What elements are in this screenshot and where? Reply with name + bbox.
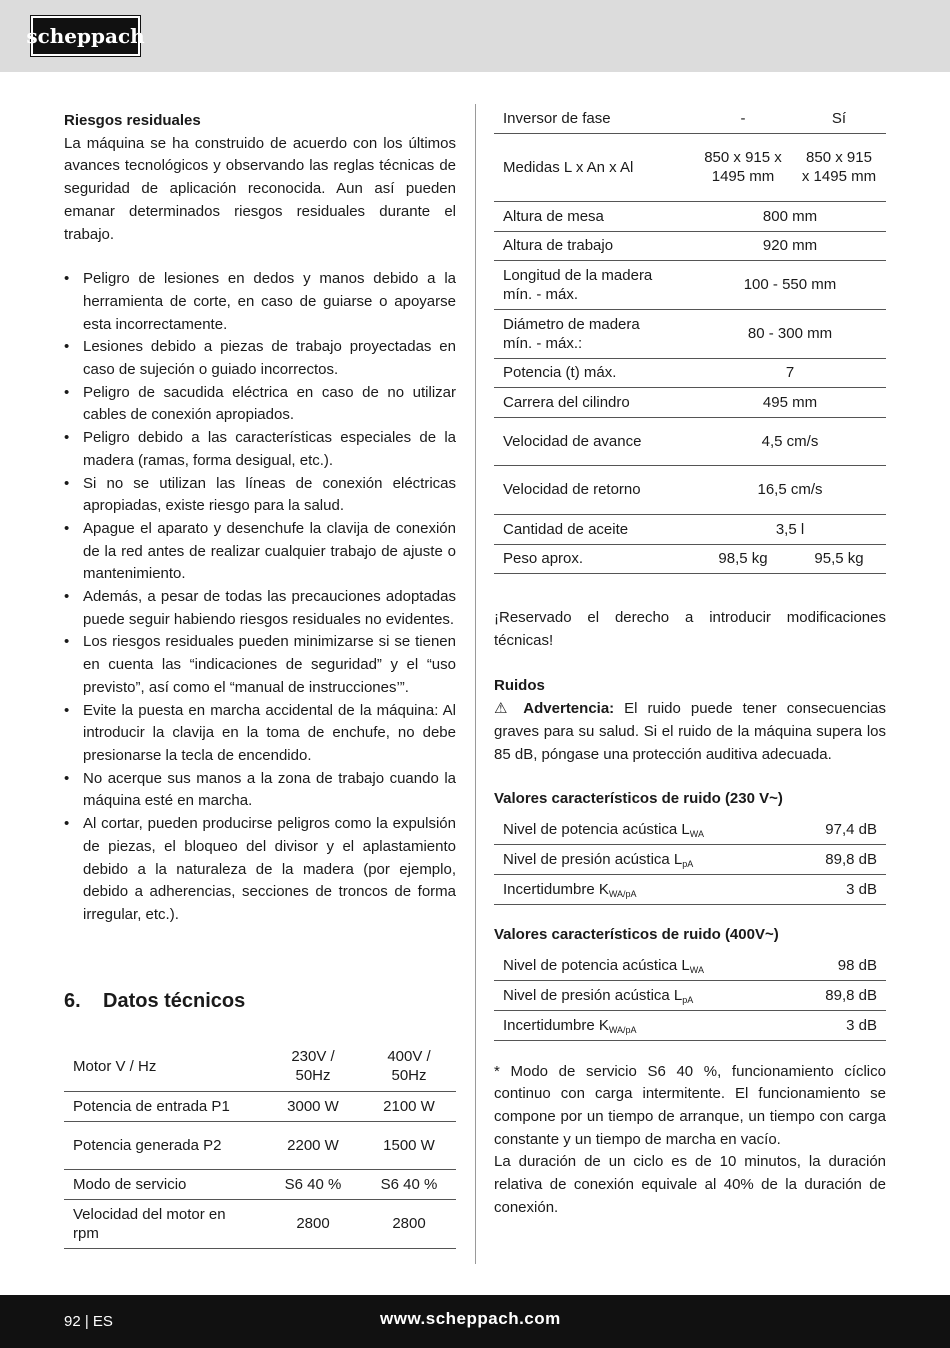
list-item (64, 473, 456, 518)
warning-label: Advertencia: (523, 700, 615, 718)
table-cell-label: Incertidumbre $K_{WA/pA}$ (494, 1010, 794, 1040)
table-row (64, 1169, 456, 1199)
bullet-icon: • (64, 474, 70, 492)
table-cell-value: 2800 (264, 1199, 362, 1248)
table-cell-label: Potencia generada P2 (64, 1121, 264, 1169)
table-cell-label: Diámetro de madera mín. - máx.: (494, 309, 694, 358)
website-link[interactable]: www.scheppach.com (380, 1309, 561, 1328)
table-cell-value: 850 x 915 x 1495 mm (694, 133, 792, 201)
list-item-text: Si no se utilizan las líneas de conexión eléctricas apropiadas, existe riesgo para la salud. (83, 474, 456, 515)
list-item (64, 268, 456, 336)
bullet-icon: • (64, 815, 70, 833)
service-note-1: * Modo de servicio S6 40 %, funcionamiento cíclico continuo con carga intermitente. El funcionamiento se compone por un tiempo de arranque, un tiempo con carga constante y un tiempo de marcha en vacío. (494, 1062, 886, 1148)
noise-table-230-title: Valores característicos de ruido (230 V~) (494, 790, 783, 808)
list-item-text: No acerque sus manos a la zona de trabajo cuando la máquina esté en marcha. (83, 769, 456, 810)
table-cell-value: 2800 (362, 1199, 456, 1248)
table-row (64, 1091, 456, 1121)
list-item-text: Peligro de sacudida eléctrica en caso de no utilizar cables de conexión apropiados. (83, 383, 456, 424)
table-row (494, 201, 886, 231)
list-item-text: Además, a pesar de todas las precauciones adoptadas puede seguir habiendo riesgos residuales no evidentes. (83, 588, 456, 628)
table-row (494, 133, 886, 201)
table-cell-label: Peso aprox. (494, 544, 694, 573)
table-row (494, 815, 886, 845)
table-cell-label: Incertidumbre $K_{WA/pA}$ (494, 874, 794, 904)
table-row (494, 980, 886, 1010)
table-cell-value: 2200 W (264, 1121, 362, 1169)
brand-logo: scheppach (31, 16, 140, 56)
table-cell-value: 850 x 915 x 1495 mm (792, 133, 886, 201)
table-cell-label: Carrera del cilindro (494, 387, 694, 417)
table-row (494, 465, 886, 514)
list-item-text: Peligro de lesiones en dedos y manos debido a la herramienta de corte, en caso de guiarse o apoyarse esta incorrectamente. (83, 270, 456, 333)
noise-table-400-title: Valores característicos de ruido (400V~) (494, 925, 779, 943)
table-cell-value: 3 dB (794, 1010, 886, 1040)
table-cell-value: 7 (694, 358, 886, 387)
residual-risks-intro: La máquina se ha construido de acuerdo con los últimos avances tecnológicos y observando las reglas técnicas de seguridad de aplicación reconocida. Aun así pueden emanar determinados riesgos residuales durante el trabajo. (64, 134, 456, 243)
reserved-note: ¡Reservado el derecho a introducir modificaciones técnicas! (494, 609, 886, 649)
table-cell-label: Longitud de la madera mín. - máx. (494, 260, 694, 309)
table-cell-value: 98,5 kg (694, 544, 792, 573)
table-cell-value: 230V / 50Hz (264, 1042, 362, 1091)
list-item (64, 631, 456, 699)
table-cell-label: Altura de trabajo (494, 231, 694, 260)
table-row (494, 951, 886, 981)
table-cell-value: S6 40 % (264, 1169, 362, 1199)
bullet-icon: • (64, 701, 70, 719)
table-cell-label: Nivel de potencia acústica $L_{WA}$ (494, 815, 794, 845)
bullet-icon: • (64, 270, 70, 288)
bullet-icon: • (64, 588, 70, 606)
table-row (494, 104, 886, 133)
chapter-title: Datos técnicos (103, 990, 246, 1012)
table-cell-label: Velocidad del motor en rpm (64, 1199, 264, 1248)
right-column-text (494, 607, 886, 1220)
table-row (494, 514, 886, 544)
list-item-text: Los riesgos residuales pueden minimizarse si se tienen en cuenta las “indicaciones de seguridad” y el “uso previsto”, así como el “manual de instrucciones’”. (83, 633, 456, 696)
table-cell-value: 97,4 dB (794, 815, 886, 845)
noise-title: Ruidos (494, 677, 545, 695)
list-item (64, 768, 456, 813)
table-cell-label: Medidas L x An x Al (494, 133, 694, 201)
noise-warning (494, 698, 886, 766)
table-row (494, 874, 886, 904)
table-cell-value: 95,5 kg (792, 544, 886, 573)
table-cell-value: 3 dB (794, 874, 886, 904)
table-cell-label: Velocidad de avance (494, 417, 694, 465)
table-cell-value: 800 mm (694, 201, 886, 231)
table-cell-value: 4,5 cm/s (694, 417, 886, 465)
bullet-icon: • (64, 383, 70, 401)
list-item (64, 813, 456, 927)
table-cell-value: 100 - 550 mm (694, 260, 886, 309)
left-column (64, 110, 456, 927)
table-cell-value: 400V / 50Hz (362, 1042, 456, 1091)
table-cell-label: Modo de servicio (64, 1169, 264, 1199)
table-cell-value: 3,5 l (694, 514, 886, 544)
table-cell-value: 89,8 dB (794, 844, 886, 874)
bullet-icon: • (64, 519, 70, 537)
table-row (494, 544, 886, 573)
list-item (64, 518, 456, 586)
bullet-icon: • (64, 633, 70, 651)
list-item (64, 382, 456, 427)
table-row (494, 387, 886, 417)
list-item (64, 700, 456, 768)
table-row (64, 1199, 456, 1248)
list-item-text: Apague el aparato y desenchufe la clavija de conexión de la red antes de realizar cualquier trabajo de ajuste o mantenimiento. (83, 519, 456, 583)
table-cell-label: Nivel de presión acústica $L_{pA}$ (494, 844, 794, 874)
table-row (64, 1042, 456, 1091)
page-number: 92 | ES (64, 1313, 113, 1330)
tech-data-table-right (494, 104, 886, 574)
chapter-heading (64, 990, 245, 1013)
table-row (494, 260, 886, 309)
table-row (494, 309, 886, 358)
list-item (64, 427, 456, 472)
table-cell-value: - (694, 104, 792, 133)
table-cell-value: 98 dB (794, 951, 886, 981)
list-item-text: Peligro debido a las características especiales de la madera (ramas, forma desigual, etc.). (83, 429, 456, 469)
noise-table-400 (494, 951, 886, 1041)
list-item-text: Al cortar, pueden producirse peligros como la expulsión de piezas, el bloqueo del divisor y el aplastamiento debido a la naturaleza de la madera (por ejemplo, debido a adherencias, secciones de troncos de forma irregular, etc.). (83, 815, 456, 923)
table-cell-label: Nivel de presión acústica $L_{pA}$ (494, 980, 794, 1010)
list-item-text: Lesiones debido a piezas de trabajo proyectadas en caso de sujeción o guiado incorrectos. (83, 338, 456, 379)
table-cell-label: Velocidad de retorno (494, 465, 694, 514)
warning-text: El ruido puede tener consecuencias graves para su salud. Si el ruido de la máquina supera los 85 dB, póngase una protección auditiva adecuada. (494, 700, 886, 763)
bullet-icon: • (64, 338, 70, 356)
table-cell-value: 495 mm (694, 387, 886, 417)
table-cell-label: Motor V / Hz (64, 1042, 264, 1091)
table-row (494, 1010, 886, 1040)
list-item-text: Evite la puesta en marcha accidental de la máquina: Al introducir la clavija en la toma de enchufe, no debe presionarse la tecla de encendido. (83, 701, 456, 764)
table-cell-label: Potencia de entrada P1 (64, 1091, 264, 1121)
residual-risks-list (64, 268, 456, 926)
table-row (494, 417, 886, 465)
table-cell-value: 2100 W (362, 1091, 456, 1121)
table-row (494, 231, 886, 260)
list-item (64, 586, 456, 631)
table-row (494, 358, 886, 387)
table-row (64, 1121, 456, 1169)
bullet-icon: • (64, 429, 70, 447)
warning-icon: ⚠ (494, 700, 514, 718)
chapter-number: 6. (64, 990, 81, 1012)
table-row (494, 844, 886, 874)
table-cell-label: Altura de mesa (494, 201, 694, 231)
table-cell-value: 80 - 300 mm (694, 309, 886, 358)
tech-data-table-left (64, 1042, 456, 1249)
table-cell-label: Cantidad de aceite (494, 514, 694, 544)
table-cell-value: 1500 W (362, 1121, 456, 1169)
table-cell-label: Potencia (t) máx. (494, 358, 694, 387)
bullet-icon: • (64, 769, 70, 787)
table-cell-value: 16,5 cm/s (694, 465, 886, 514)
table-cell-value: Sí (792, 104, 886, 133)
residual-risks-title: Riesgos residuales (64, 112, 201, 129)
table-cell-label: Inversor de fase (494, 104, 694, 133)
service-note-2: La duración de un ciclo es de 10 minutos, la duración relativa de conexión equivale al 40% de la duración de conexión. (494, 1153, 886, 1216)
column-divider (475, 104, 476, 1264)
table-cell-value: S6 40 % (362, 1169, 456, 1199)
noise-table-230 (494, 815, 886, 905)
table-cell-value: 89,8 dB (794, 980, 886, 1010)
list-item (64, 336, 456, 381)
table-cell-value: 3000 W (264, 1091, 362, 1121)
table-cell-label: Nivel de potencia acústica $L_{WA}$ (494, 951, 794, 981)
table-cell-value: 920 mm (694, 231, 886, 260)
